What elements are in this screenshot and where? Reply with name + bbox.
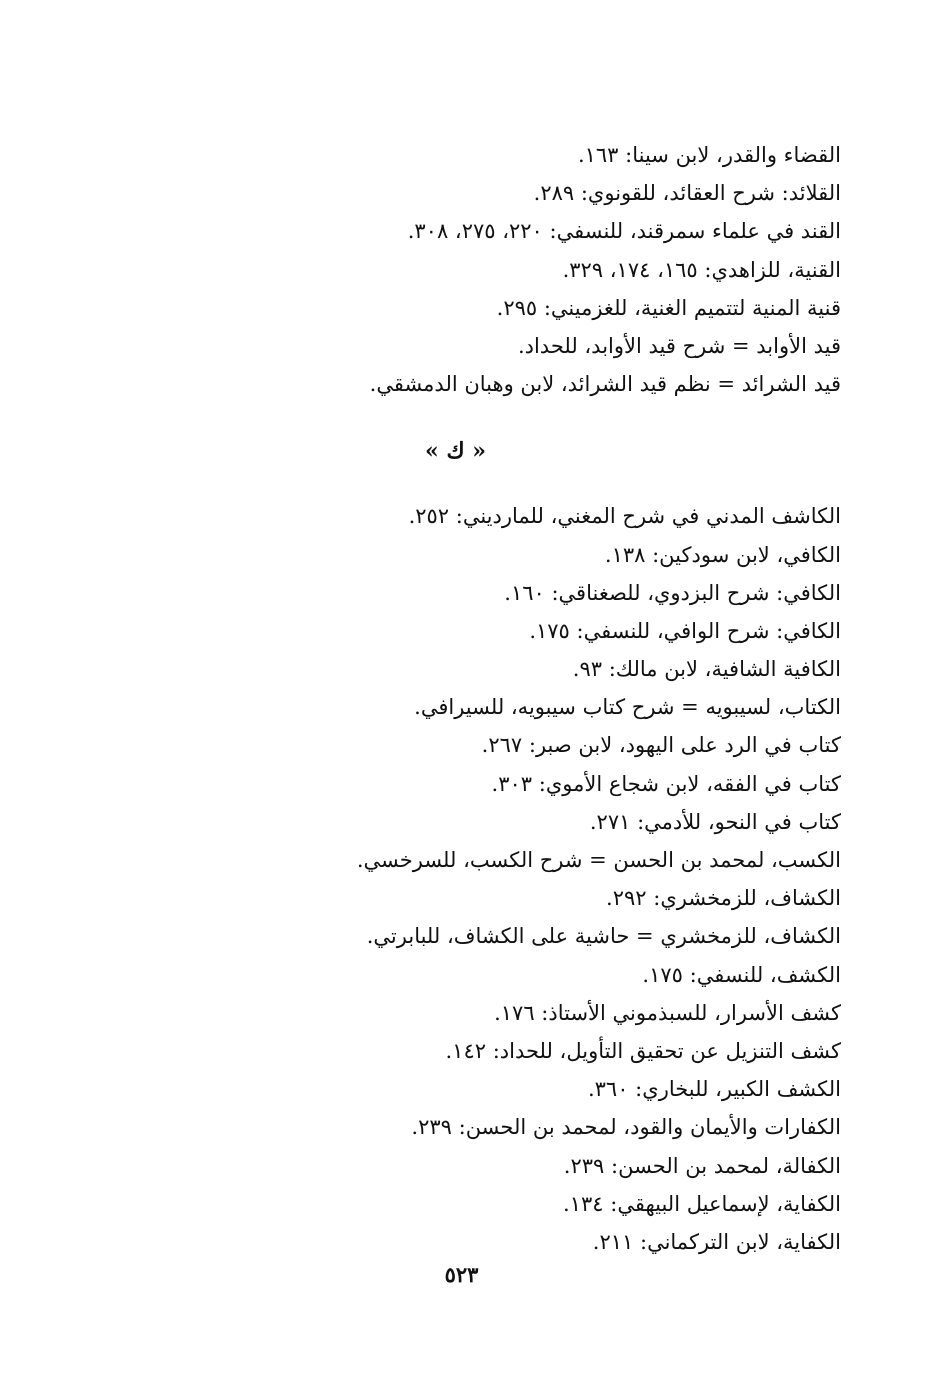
index-entry: قيد الشرائد = نظم قيد الشرائد، لابن وهبان الدمشقي. [369,372,841,397]
index-entry: الكتاب، لسيبويه = شرح كتاب سيبويه، للسيرافي. [414,695,841,720]
index-entry: القنية، للزاهدي: ١٦٥، ١٧٤، ٣٢٩. [562,257,841,282]
index-entry: الكفارات والأيمان والقود، لمحمد بن الحسن: ٢٣٩. [411,1115,841,1140]
index-entry: كتاب في النحو، للأدمي: ٢٧١. [589,809,841,834]
section-heading [321,431,841,471]
index-entry: قيد الأوابد = شرح قيد الأوابد، للحداد. [517,333,841,358]
index-entry: القلائد: شرح العقائد، للقونوي: ٢٨٩. [533,181,841,206]
index-entry: الكافي، لابن سودكين: ١٣٨. [604,542,841,567]
entries-group-kaf [321,497,841,1261]
index-entry: الكشاف، للزمخشري: ٢٩٢. [606,886,841,911]
entries-group-qaf [321,136,841,403]
index-entry: الكفاية، لابن التركماني: ٢١١. [592,1229,841,1254]
index-entry: كتاب في الرد على اليهود، لابن صبر: ٢٦٧. [481,733,841,758]
index-entry: القند في علماء سمرقند، للنسفي: ٢٢٠، ٢٧٥، ٣٠٨. [407,219,841,244]
index-column [321,136,841,1261]
index-entry: كشف الأسرار، للسبذموني الأستاذ: ١٧٦. [494,1000,841,1025]
index-entry: الكسب، لمحمد بن الحسن = شرح الكسب، للسرخسي. [356,848,841,872]
index-entry: الكافية الشافية، لابن مالك: ٩٣. [572,657,841,682]
index-entry: كشف التنزيل عن تحقيق التأويل، للحداد: ١٤٢. [445,1038,841,1063]
section-heading-text: « ك » [425,438,486,465]
index-entry: الكافي: شرح البزدوي، للصغناقي: ١٦٠. [504,580,841,605]
page-number [0,1262,943,1287]
index-entry: الكافي: شرح الوافي، للنسفي: ١٧٥. [529,618,841,643]
index-entry: الكشف الكبير، للبخاري: ٣٦٠. [587,1077,841,1102]
index-entry: قنية المنية لتتميم الغنية، للغزميني: ٢٩٥. [496,295,841,320]
index-entry: الكاشف المدني في شرح المغني، للمارديني: ٢٥٢. [408,504,841,529]
index-entry: الكفاية، لإسماعيل البيهقي: ١٣٤. [563,1191,841,1216]
index-entry: الكفالة، لمحمد بن الحسن: ٢٣٩. [563,1153,841,1178]
index-entry: القضاء والقدر، لابن سينا: ١٦٣. [577,143,841,167]
index-entry: الكشاف، للزمخشري = حاشية على الكشاف، للبابرتي. [366,924,841,949]
index-entry: الكشف، للنسفي: ١٧٥. [642,962,841,987]
index-entry: كتاب في الفقه، لابن شجاع الأموي: ٣٠٣. [491,771,841,796]
page-number-text: ٥٢٣ [444,1262,479,1287]
